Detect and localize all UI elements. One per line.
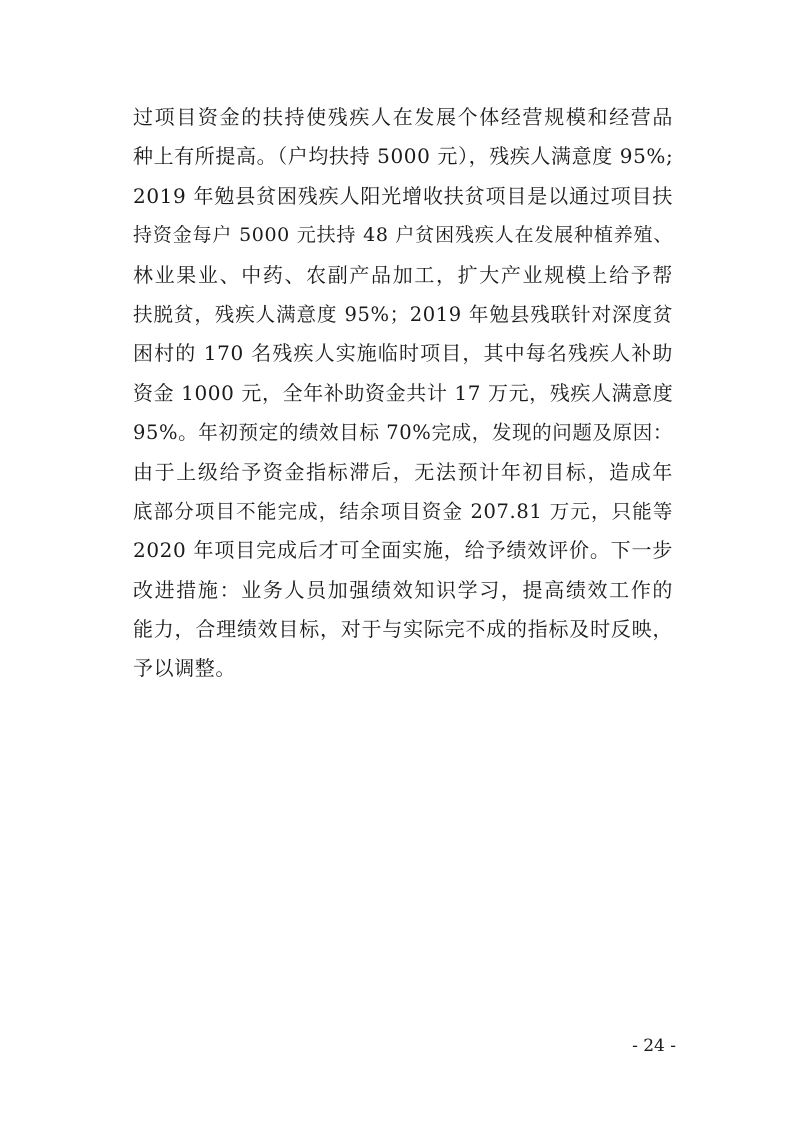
text-line: 由于上级给予资金指标滞后，无法预计年初目标，造成年 bbox=[133, 459, 673, 484]
text-line: 持资金每户 5000 元扶持 48 户贫困残疾人在发展种植养殖、 bbox=[133, 224, 673, 247]
text-line: 过项目资金的扶持使残疾人在发展个体经营规模和经营品 bbox=[133, 105, 673, 129]
text-line: 困村的 170 名残疾人实施临时项目，其中每名残疾人补助 bbox=[133, 341, 673, 366]
text-line: 林业果业、中药、农副产品加工，扩大产业规模上给予帮 bbox=[133, 262, 673, 287]
text-line: 能力，合理绩效目标，对于与实际完不成的指标及时反映， bbox=[133, 617, 673, 642]
text-line: 95%。年初预定的绩效目标 70%完成，发现的问题及原因： bbox=[133, 421, 673, 445]
text-line: 改进措施：业务人员加强绩效知识学习，提高绩效工作的 bbox=[133, 577, 673, 602]
text-line: 2020 年项目完成后才可全面实施，给予绩效评价。下一步 bbox=[133, 538, 673, 563]
text-line: 扶脱贫，残疾人满意度 95%；2019 年勉县残联针对深度贫 bbox=[133, 302, 673, 326]
text-line: 予以调整。 bbox=[133, 656, 236, 681]
page-number: - 24 - bbox=[632, 1036, 676, 1056]
text-line: 底部分项目不能完成，结余项目资金 207.81 万元，只能等 bbox=[133, 499, 673, 523]
text-line: 资金 1000 元，全年补助资金共计 17 万元，残疾人满意度 bbox=[133, 380, 674, 405]
text-line: 种上有所提高。（户均扶持 5000 元），残疾人满意度 95%; bbox=[133, 144, 674, 169]
body-paragraph bbox=[133, 98, 673, 689]
text-line: 2019 年勉县贫困残疾人阳光增收扶贫项目是以通过项目扶 bbox=[133, 183, 673, 208]
